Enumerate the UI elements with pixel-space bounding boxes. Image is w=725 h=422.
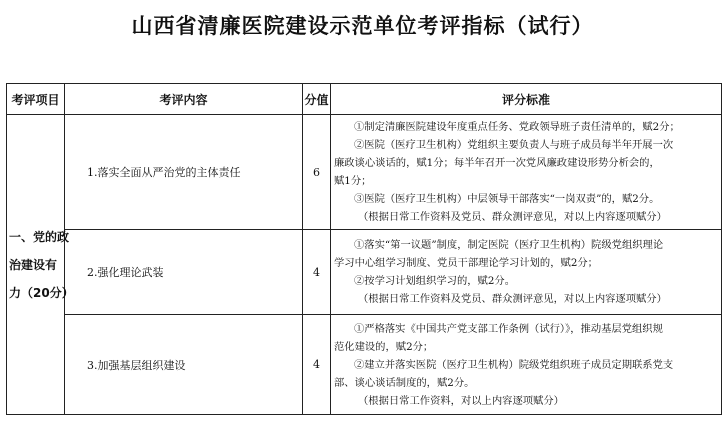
score-cell: 4 bbox=[303, 315, 331, 415]
table-row bbox=[7, 230, 722, 315]
criteria-line: ①严格落实《中国共产党支部工作条例（试行）》，推动基层党组织规 bbox=[354, 322, 663, 335]
category-line-1: 一、党的政 bbox=[9, 229, 70, 244]
criteria-note: （根据日常工作资料及党员、群众测评意见，对以上内容逐项赋分） bbox=[358, 211, 667, 223]
content-cell: 1.落实全面从严治党的主体责任 bbox=[65, 115, 303, 230]
table-header-row bbox=[7, 84, 722, 115]
criteria-cell bbox=[331, 315, 722, 415]
category-cell bbox=[7, 115, 74, 415]
criteria-cell bbox=[331, 230, 722, 315]
score-cell: 4 bbox=[303, 230, 331, 315]
score-cell: 6 bbox=[303, 115, 331, 230]
criteria-line: ②按学习计划组织学习的，赋2分。 bbox=[354, 275, 516, 287]
criteria-line: 学习中心组学习制度、党员干部理论学习计划的，赋2分； bbox=[334, 257, 598, 269]
criteria-line: 赋1分； bbox=[334, 175, 372, 187]
header-category: 考评项目 bbox=[7, 84, 65, 115]
criteria-line: ②医院（医疗卫生机构）党组织主要负责人与班子成员每半年开展一次 bbox=[354, 139, 674, 151]
table-row bbox=[7, 115, 722, 230]
criteria-note: （根据日常工作资料及党员、群众测评意见，对以上内容逐项赋分） bbox=[358, 293, 667, 305]
criteria-line: ②建立并落实医院（医疗卫生机构）院级党组织班子成员定期联系党支 bbox=[354, 358, 674, 371]
criteria-line: ①制定清廉医院建设年度重点任务、党政领导班子责任清单的，赋2分； bbox=[354, 121, 680, 133]
criteria-line: 廉政谈心谈话的，赋1分；每半年召开一次党风廉政建设形势分析会的， bbox=[334, 157, 660, 169]
criteria-line: ①落实“第一议题”制度，制定医院（医疗卫生机构）院级党组织理论 bbox=[354, 239, 664, 251]
criteria-line: ③医院（医疗卫生机构）中层领导干部落实“一岗双责”的，赋2分。 bbox=[354, 193, 660, 205]
category-line-3: 力（20分） bbox=[9, 285, 74, 300]
criteria-line: 部、谈心谈话制度的，赋2分。 bbox=[334, 376, 475, 389]
document-title: 山西省清廉医院建设示范单位考评指标（试行） bbox=[131, 14, 594, 38]
header-criteria: 评分标准 bbox=[331, 84, 722, 115]
content-cell: 3.加强基层组织建设 bbox=[65, 315, 303, 415]
category-line-2: 治建设有 bbox=[9, 257, 58, 272]
header-score: 分值 bbox=[303, 84, 331, 115]
content-cell: 2.强化理论武装 bbox=[65, 230, 303, 315]
header-content: 考评内容 bbox=[65, 84, 303, 115]
criteria-cell bbox=[331, 115, 722, 230]
evaluation-table bbox=[6, 83, 722, 415]
criteria-note: （根据日常工作资料，对以上内容逐项赋分） bbox=[358, 394, 564, 407]
table-row bbox=[7, 315, 722, 415]
criteria-line: 范化建设的，赋2分； bbox=[334, 340, 434, 353]
